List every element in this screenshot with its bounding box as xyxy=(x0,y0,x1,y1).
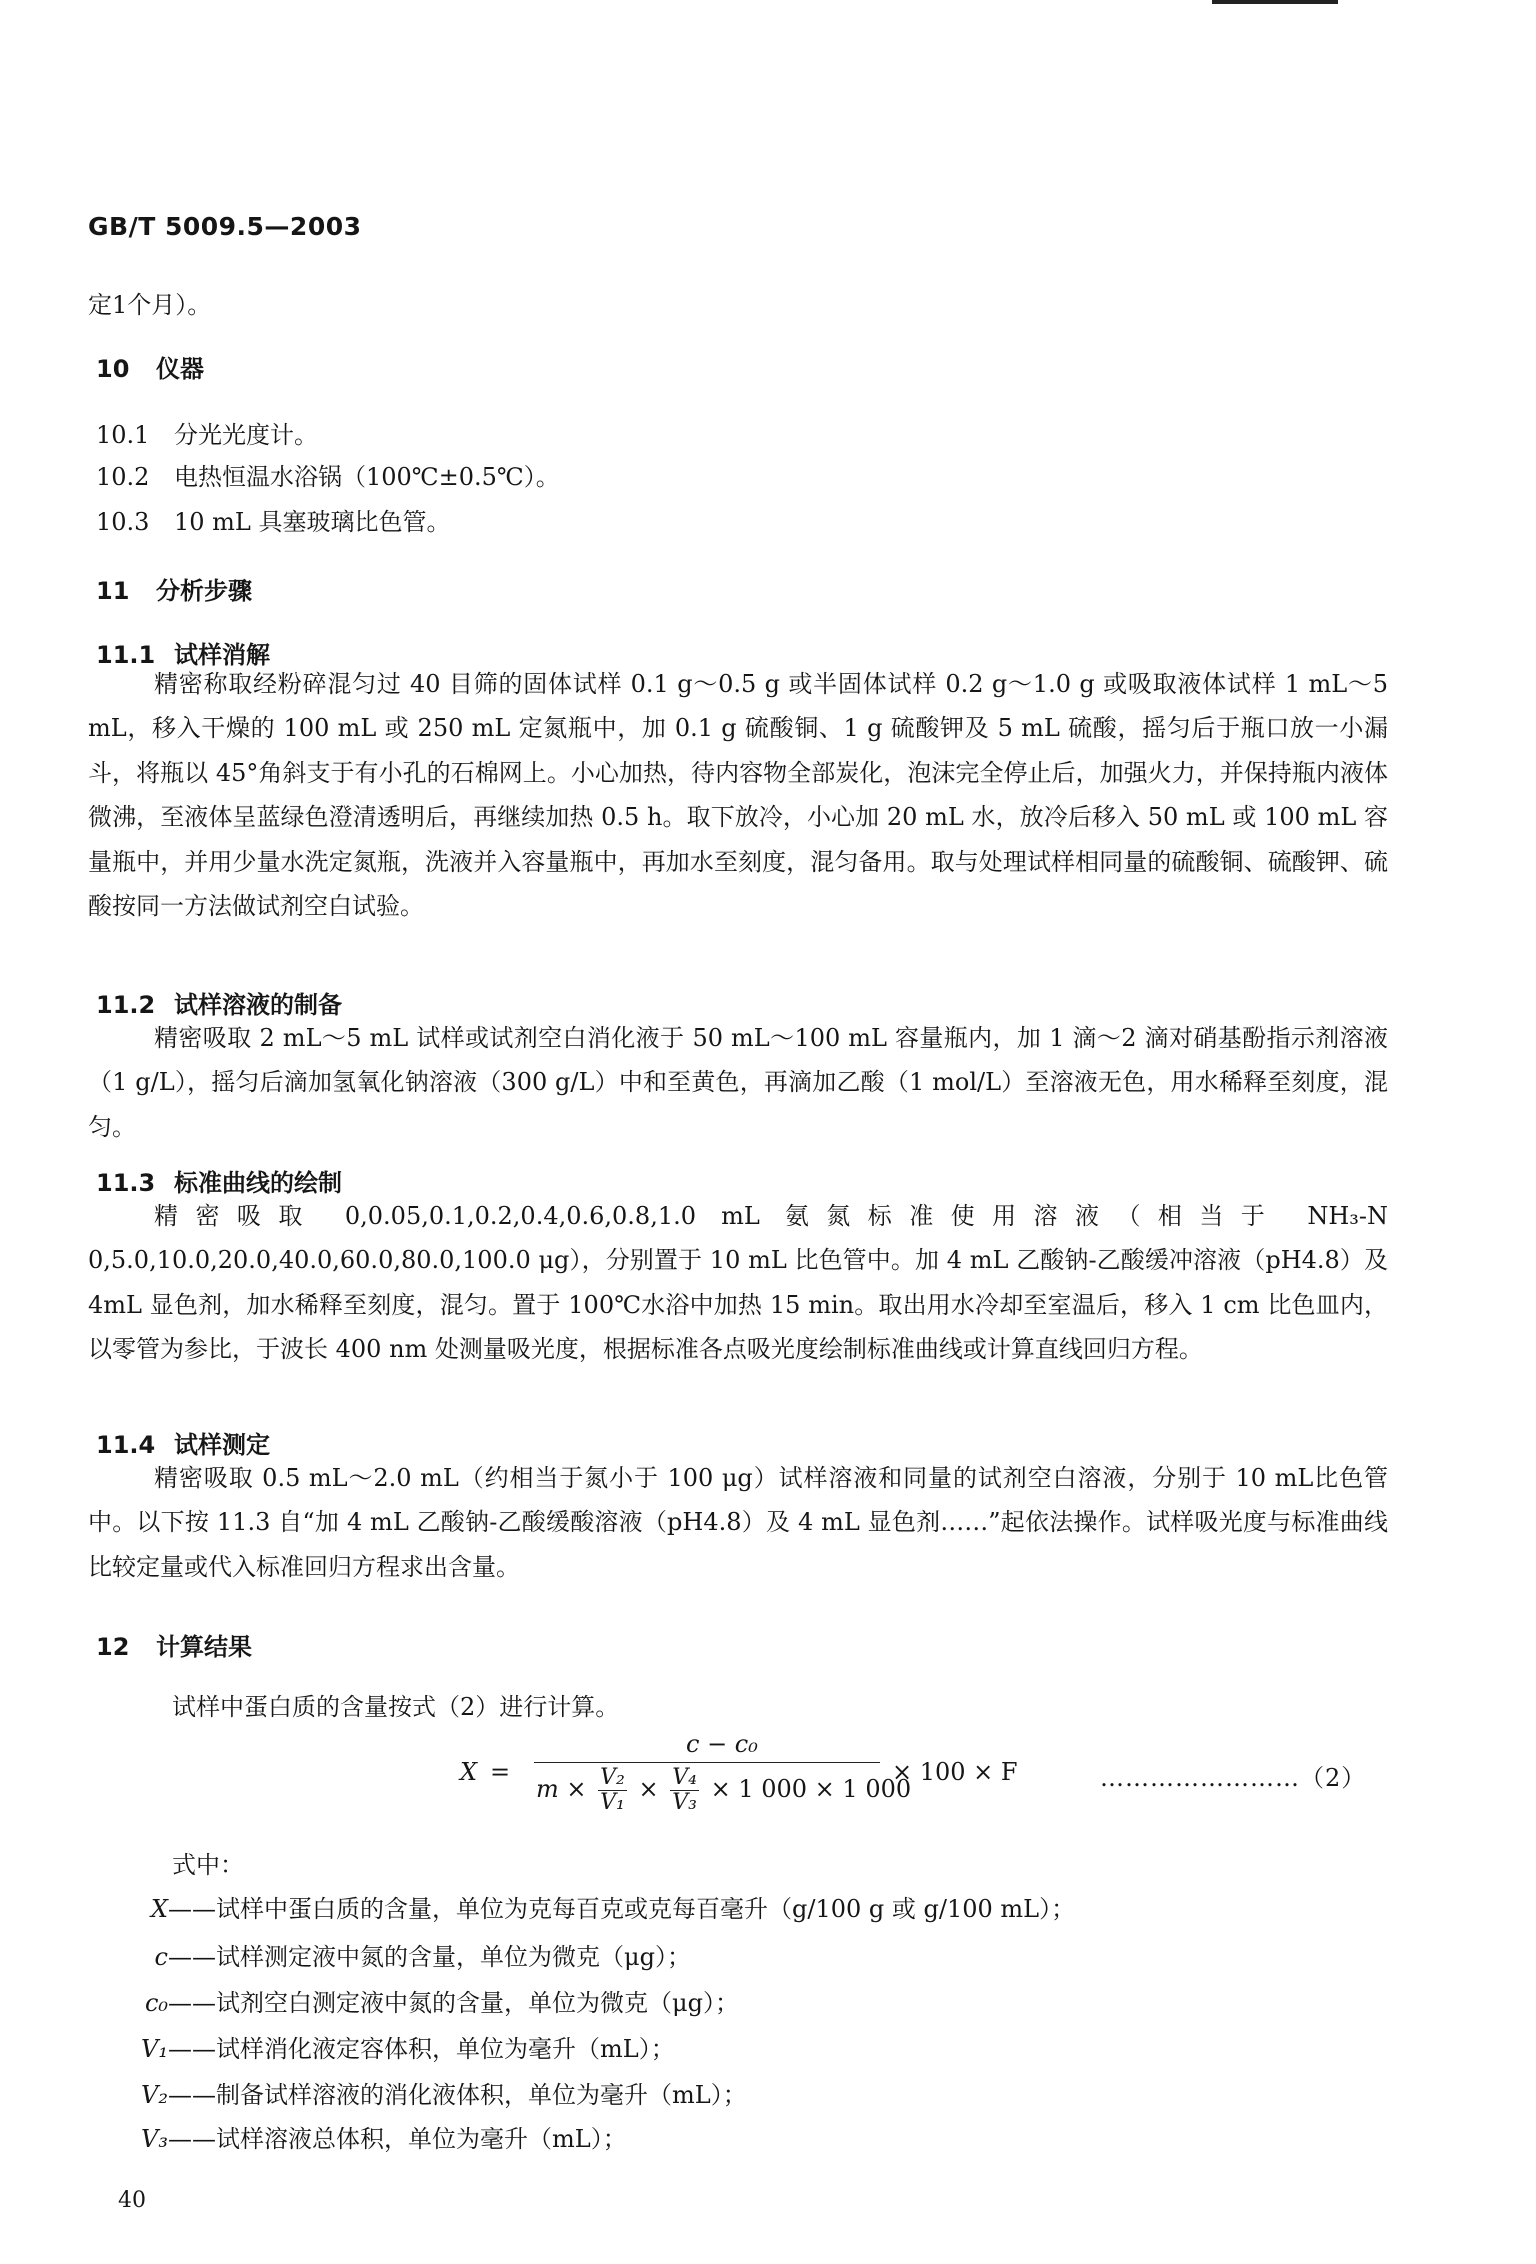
section-12-heading xyxy=(96,1632,252,1662)
section-11-heading xyxy=(96,576,252,606)
definition-text: ——试样测定液中氮的含量，单位为微克（μg）； xyxy=(168,1943,691,1971)
standard-number: GB/T 5009.5—2003 xyxy=(88,212,362,241)
subsection-title: 试样消解 xyxy=(174,641,270,669)
section-number: 12 xyxy=(96,1633,130,1661)
item-10-2 xyxy=(96,462,560,492)
paragraph-11-4: 精密吸取 0.5 mL～2.0 mL（约相当于氮小于 100 μg）试样溶液和同量的试剂空白溶液，分别于 10 mL比色管中。以下按 11.3 自“加 4 mL 乙酸钠-乙酸缓酸溶液（pH4.8）及 4 mL 显色剂……”起依法操作。试样吸光度与标准曲线比较定量或代入标准回归方程求出含量。 xyxy=(88,1464,1388,1581)
subsection-title: 试样溶液的制备 xyxy=(174,991,342,1019)
fraction-v4-v3 xyxy=(670,1766,699,1815)
item-10-1 xyxy=(96,420,318,450)
fraction-v2-v1 xyxy=(598,1766,627,1815)
item-number: 10.2 xyxy=(96,463,150,491)
where-label: 式中： xyxy=(172,1851,244,1879)
page-number: 40 xyxy=(118,2188,146,2213)
frac-top-v4: V₄ xyxy=(672,1765,697,1790)
formula-equation-number: ……………………（2） xyxy=(1100,1764,1367,1792)
formula-2 xyxy=(460,1730,1460,1820)
subsection-title: 标准曲线的绘制 xyxy=(174,1169,342,1197)
item-10-3 xyxy=(96,507,451,537)
paragraph-11-3: 精密吸取 0,0.05,0.1,0.2,0.4,0.6,0.8,1.0 mL 氨氮标准使用溶液（相当于 NH₃-N 0,5.0,10.0,20.0,40.0,60.0,80.0,100.0 μg），分别置于 10 mL 比色管中。加 4 mL 乙酸钠-乙酸缓冲溶液（pH4.8）及 4mL 显色剂，加水稀释至刻度，混匀。置于 100℃水浴中加热 15 min。取出用水冷却至室温后，移入 1 cm 比色皿内，以零管为参比，于波长 400 nm 处测量吸光度，根据标准各点吸光度绘制标准曲线或计算直线回归方程。 xyxy=(88,1202,1388,1364)
formula-denominator xyxy=(536,1766,911,1815)
definition-text: ——制备试样溶液的消化液体积，单位为毫升（mL）； xyxy=(168,2081,747,2109)
section-10-heading xyxy=(96,354,204,384)
subsection-title: 试样测定 xyxy=(174,1431,270,1459)
item-text: 分光光度计。 xyxy=(174,421,318,449)
calculation-intro: 试样中蛋白质的含量按式（2）进行计算。 xyxy=(172,1693,620,1721)
definition-text: ——试样消化液定容体积，单位为毫升（mL）； xyxy=(168,2035,675,2063)
formula-fraction-bar xyxy=(534,1762,880,1763)
top-edge-mark xyxy=(1212,0,1338,4)
formula-m: m × xyxy=(536,1775,587,1803)
section-title: 计算结果 xyxy=(156,1633,252,1661)
item-number: 10.1 xyxy=(96,421,150,449)
formula-numerator: c − c₀ xyxy=(686,1730,758,1758)
continuation-text: 定1个月）。 xyxy=(88,291,212,319)
formula-lhs: X xyxy=(460,1758,478,1786)
definition-symbol: c xyxy=(154,1943,168,1971)
definition-text: ——试剂空白测定液中氮的含量，单位为微克（μg）； xyxy=(168,1989,739,2017)
subsection-number: 11.1 xyxy=(96,641,156,669)
subsection-number: 11.2 xyxy=(96,991,156,1019)
definition-symbol: V₃ xyxy=(141,2125,168,2153)
paragraph-11-1: 精密称取经粉碎混匀过 40 目筛的固体试样 0.1 g～0.5 g 或半固体试样 0.2 g～1.0 g 或吸取液体试样 1 mL～5 mL，移入干燥的 100 mL 或 250 mL 定氮瓶中，加 0.1 g 硫酸铜、1 g 硫酸钾及 5 mL 硫酸，摇匀后于瓶口放一小漏斗，将瓶以 45°角斜支于有小孔的石棉网上。小心加热，待内容物全部炭化，泡沫完全停止后，加强火力，并保持瓶内液体微沸，至液体呈蓝绿色澄清透明后，再继续加热 0.5 h。取下放冷，小心加 20 mL 水，放冷后移入 50 mL 或 100 mL 容量瓶中，并用少量水洗定氮瓶，洗液并入容量瓶中，再加水至刻度，混匀备用。取与处理试样相同量的硫酸铜、硫酸钾、硫酸按同一方法做试剂空白试验。 xyxy=(88,670,1388,921)
item-text: 电热恒温水浴锅（100℃±0.5℃）。 xyxy=(174,463,560,491)
definition-symbol: V₁ xyxy=(141,2035,168,2063)
frac-bottom-v1: V₁ xyxy=(600,1790,625,1815)
formula-denominator-tail: × 1 000 × 1 000 xyxy=(710,1775,912,1803)
definition-V2 xyxy=(86,2080,747,2110)
definition-symbol: c₀ xyxy=(144,1989,168,2017)
definition-c0 xyxy=(86,1988,739,2018)
frac-top-v2: V₂ xyxy=(600,1765,625,1790)
definition-text: ——试样中蛋白质的含量，单位为克每百克或克每百毫升（g/100 g 或 g/100 mL）； xyxy=(168,1895,1076,1923)
section-title: 仪器 xyxy=(156,355,204,383)
definition-V1 xyxy=(86,2034,675,2064)
subsection-number: 11.3 xyxy=(96,1169,156,1197)
item-number: 10.3 xyxy=(96,508,150,536)
section-title: 分析步骤 xyxy=(156,577,252,605)
definition-symbol: V₂ xyxy=(141,2081,168,2109)
frac-bottom-v3: V₃ xyxy=(672,1790,697,1815)
definition-text: ——试样溶液总体积，单位为毫升（mL）； xyxy=(168,2125,627,2153)
formula-tail: × 100 × F xyxy=(892,1758,1018,1786)
formula-times: × xyxy=(638,1775,659,1803)
formula-equals: = xyxy=(490,1758,511,1786)
paragraph-11-2: 精密吸取 2 mL～5 mL 试样或试剂空白消化液于 50 mL～100 mL 容量瓶内，加 1 滴～2 滴对硝基酚指示剂溶液（1 g/L），摇匀后滴加氢氧化钠溶液（300 g/L）中和至黄色，再滴加乙酸（1 mol/L）至溶液无色，用水稀释至刻度，混匀。 xyxy=(88,1024,1388,1141)
definition-symbol: X xyxy=(150,1895,168,1923)
section-number: 10 xyxy=(96,355,130,383)
definition-X xyxy=(86,1894,1075,1924)
section-number: 11 xyxy=(96,577,130,605)
definition-V3 xyxy=(86,2124,627,2154)
subsection-number: 11.4 xyxy=(96,1431,156,1459)
definition-c xyxy=(86,1942,691,1972)
item-text: 10 mL 具塞玻璃比色管。 xyxy=(174,508,451,536)
